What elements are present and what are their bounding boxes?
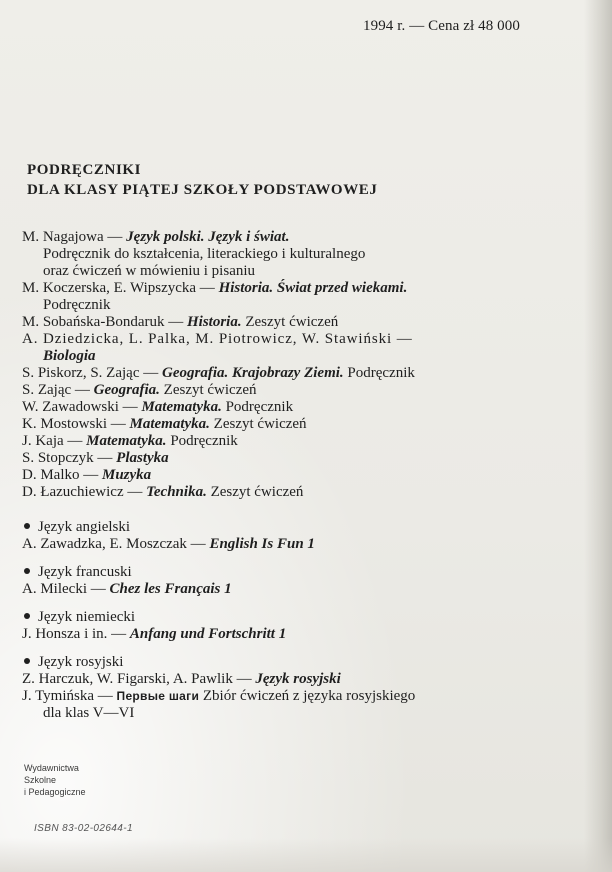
list-item: S. Piskorz, S. Zając — Geografia. Krajobrazy Ziemi. Podręcznik (22, 365, 415, 381)
language-section-english (22, 519, 492, 553)
list-item: Biologia (43, 348, 96, 364)
list-item: A. Dziedzicka, L. Palka, M. Piotrowicz, W. Stawiński — (22, 331, 413, 347)
list-item: A. Zawadzka, E. Moszczak — English Is Fun 1 (22, 536, 315, 552)
bullet-icon (24, 613, 30, 619)
language-heading: Język francuski (22, 564, 492, 581)
list-item: M. Koczerska, E. Wipszycka — Historia. Świat przed wiekami. (22, 280, 408, 296)
page-edge-shadow (584, 0, 612, 872)
textbook-list (22, 229, 492, 722)
heading-line-1: PODRĘCZNIKI (27, 162, 142, 178)
list-item-note: dla klas V—VI (43, 705, 135, 721)
bullet-icon (24, 658, 30, 664)
publisher-logo-text: Wydawnictwa Szkolne i Pedagogiczne (24, 763, 86, 797)
bullet-icon (24, 523, 30, 529)
list-item: D. Malko — Muzyka (22, 467, 152, 483)
list-item: D. Łazuchiewicz — Technika. Zeszyt ćwiczeń (22, 484, 304, 500)
language-section-russian (22, 654, 492, 722)
language-heading: Język niemiecki (22, 609, 492, 626)
price-line: 1994 r. — Cena zł 48 000 (363, 18, 520, 34)
language-section-german (22, 609, 492, 643)
language-heading: Język rosyjski (22, 654, 492, 671)
list-item: S. Zając — Geografia. Zeszyt ćwiczeń (22, 382, 257, 398)
list-item: M. Nagajowa — Język polski. Język i świat. (22, 229, 290, 245)
bullet-icon (24, 568, 30, 574)
list-item: A. Milecki — Chez les Français 1 (22, 581, 232, 597)
page-bottom-shadow (0, 838, 612, 872)
isbn: ISBN 83-02-02644-1 (34, 823, 133, 834)
heading-line-2: DLA KLASY PIĄTEJ SZKOŁY PODSTAWOWEJ (27, 182, 378, 198)
list-item: J. Honsza i in. — Anfang und Fortschritt 1 (22, 626, 287, 642)
list-item-note: Podręcznik do kształcenia, literackiego i kulturalnego (43, 246, 366, 262)
list-item: M. Sobańska-Bondaruk — Historia. Zeszyt ćwiczeń (22, 314, 339, 330)
list-item: Z. Harczuk, W. Figarski, A. Pawlik — Język rosyjski (22, 671, 341, 687)
list-item-note: oraz ćwiczeń w mówieniu i pisaniu (43, 263, 256, 279)
list-item: J. Tymińska — Первые шаги Zbiór ćwiczeń z języka rosyjskiego (22, 688, 416, 704)
catalog-heading (27, 160, 378, 200)
list-item-note: Podręcznik (43, 297, 111, 313)
list-item: S. Stopczyk — Plastyka (22, 450, 169, 466)
list-item: J. Kaja — Matematyka. Podręcznik (22, 433, 238, 449)
language-section-french (22, 564, 492, 598)
list-item: K. Mostowski — Matematyka. Zeszyt ćwiczeń (22, 416, 307, 432)
language-heading: Język angielski (22, 519, 492, 536)
list-item: W. Zawadowski — Matematyka. Podręcznik (22, 399, 294, 415)
